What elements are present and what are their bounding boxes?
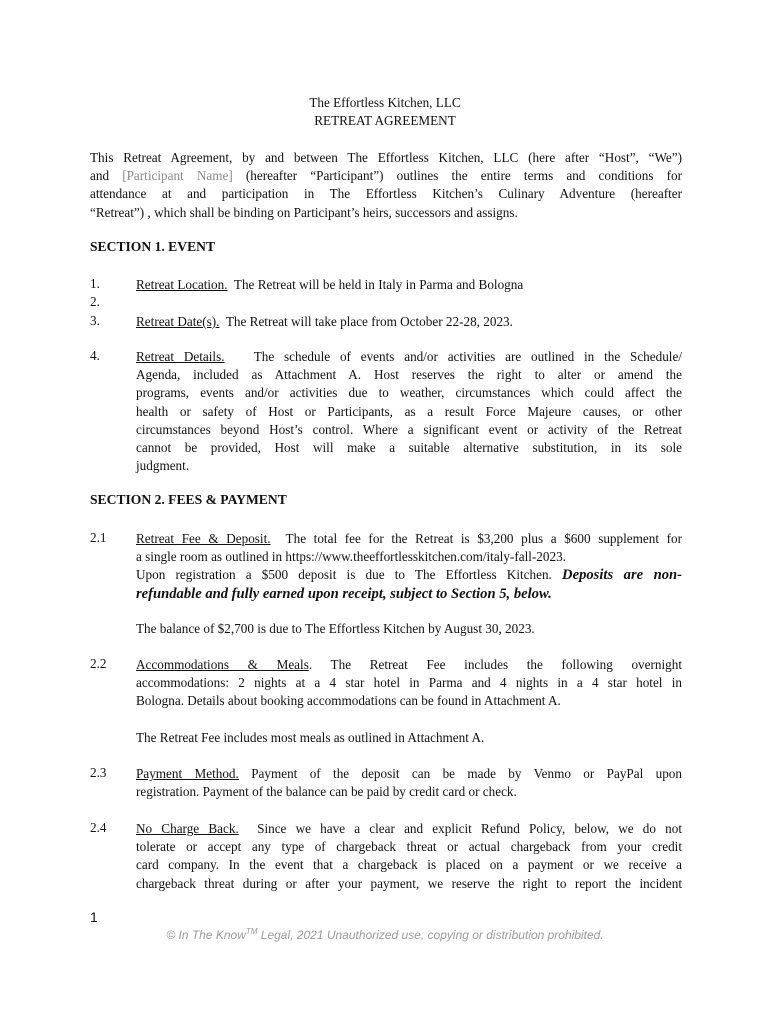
item-text: Upon registration a $500 deposit is due to The Effortless Kitchen. xyxy=(136,567,552,583)
intro-and: and xyxy=(90,168,110,184)
company-name: The Effortless Kitchen, LLC xyxy=(309,95,461,110)
item-title: Retreat Date(s). xyxy=(136,314,220,329)
item-text: Payment of the deposit can be made by Venmo or PayPal upon xyxy=(251,766,682,781)
item-line: cannot be provided, Host will make a suitable alternative substitution, in its sole xyxy=(136,440,682,456)
item-number: 2.3 xyxy=(90,765,107,780)
section-1-heading: SECTION 1. EVENT xyxy=(90,239,216,254)
item-line xyxy=(136,820,682,838)
item-number: 3. xyxy=(90,313,100,328)
item-line xyxy=(136,585,682,603)
item-line: circumstances beyond Host’s control. Where a significant event or activity of the Retreat xyxy=(136,421,682,437)
item-title: Retreat Location. xyxy=(136,277,228,292)
item-text: The schedule of events and/or activities are outlined in the Schedule/ xyxy=(253,349,682,364)
intro-line-3: attendance at and participation in The Effortless Kitchen’s Culinary Adventure (hereafter xyxy=(90,186,682,202)
section-1-item-1 xyxy=(136,276,682,294)
page-number: 1 xyxy=(90,909,98,925)
item-line xyxy=(136,656,682,674)
item-number: 2.2 xyxy=(90,656,107,671)
item-line: chargeback threat during or after your payment, we reserve the right to report the incident xyxy=(136,875,682,891)
item-title: Accommodations & Meals xyxy=(136,657,309,672)
participant-name-placeholder: [Participant Name] xyxy=(122,168,233,184)
copyright-text: © In The Know xyxy=(166,928,246,942)
item-text: The total fee for the Retreat is $3,200 plus a $600 supplement for xyxy=(285,531,682,546)
item-text: The Retreat will be held in Italy in Parma and Bologna xyxy=(233,277,524,292)
document-title: RETREAT AGREEMENT xyxy=(314,113,456,128)
section-1-item-4 xyxy=(136,348,682,475)
section-2-item-2-4 xyxy=(136,820,682,893)
section-2-item-2-2 xyxy=(136,656,682,711)
trademark-mark: TM xyxy=(245,927,258,936)
item-line: a single room as outlined in https://www.theeffortlesskitchen.com/italy-fall-2023. xyxy=(136,549,566,565)
item-line: registration. Payment of the balance can be paid by credit card or check. xyxy=(136,784,517,800)
item-number: 2.4 xyxy=(90,820,107,835)
item-number: 2.1 xyxy=(90,530,107,545)
item-line xyxy=(136,348,682,366)
intro-paragraph xyxy=(90,149,682,222)
intro-line-4: “Retreat”) , which shall be binding on Participant’s heirs, successors and assigns. xyxy=(90,204,518,220)
item-line: Agenda, included as Attachment A. Host reserves the right to alter or amend the xyxy=(136,367,682,383)
item-title: No Charge Back. xyxy=(136,821,239,836)
item-text: Since we have a clear and explicit Refund Policy, below, we do not xyxy=(257,821,683,836)
item-line: judgment. xyxy=(136,458,190,474)
item-number: 4. xyxy=(90,348,100,363)
section-2-item-2-1 xyxy=(136,530,682,603)
meals-paragraph: The Retreat Fee includes most meals as outlined in Attachment A. xyxy=(136,730,485,745)
item-line xyxy=(136,530,682,548)
intro-line-2-rest: (hereafter “Participant”) outlines the entire terms and conditions for xyxy=(245,168,683,184)
item-line xyxy=(136,765,682,783)
copyright-footer xyxy=(0,927,770,942)
section-2-heading: SECTION 2. FEES & PAYMENT xyxy=(90,492,287,507)
item-line: health or safety of Host or Participants, as a result Force Majeure causes, or other xyxy=(136,403,682,419)
section-2-item-2-3 xyxy=(136,765,682,801)
balance-paragraph: The balance of $2,700 is due to The Effortless Kitchen by August 30, 2023. xyxy=(136,621,535,636)
item-line: programs, events and/or activities due to weather, circumstances which could affect the xyxy=(136,385,682,401)
item-line: accommodations: 2 nights at a 4 star hotel in Parma and 4 nights in a 4 star hotel in xyxy=(136,675,682,691)
item-number: 1. xyxy=(90,276,100,291)
section-1-item-3 xyxy=(136,313,682,331)
copyright-text-rest: Legal, 2021 Unauthorized use, copying or distribution prohibited. xyxy=(257,928,604,942)
item-line: tolerate or accept any type of chargeback threat or actual chargeback from your credit xyxy=(136,839,682,855)
item-title: Retreat Fee & Deposit. xyxy=(136,531,271,546)
intro-line-2 xyxy=(90,167,682,185)
item-title: Payment Method. xyxy=(136,766,239,781)
deposit-bold-text: refundable and fully earned upon receipt, subject to Section 5, below. xyxy=(136,585,552,602)
item-number: 2. xyxy=(90,294,100,309)
item-title: Retreat Details. xyxy=(136,349,225,364)
item-line: Bologna. Details about booking accommodations can be found in Attachment A. xyxy=(136,693,561,709)
item-line xyxy=(136,566,682,584)
item-text: . The Retreat Fee includes the following overnight xyxy=(308,657,683,672)
item-line: card company. In the event that a chargeback is placed on a payment or we receive a xyxy=(136,857,682,873)
item-text: The Retreat will take place from October 22-28, 2023. xyxy=(225,314,513,329)
deposit-bold-text: Deposits are non- xyxy=(562,567,683,584)
intro-line-1: This Retreat Agreement, by and between The Effortless Kitchen, LLC (here after “Host”, “We”) xyxy=(90,150,682,165)
